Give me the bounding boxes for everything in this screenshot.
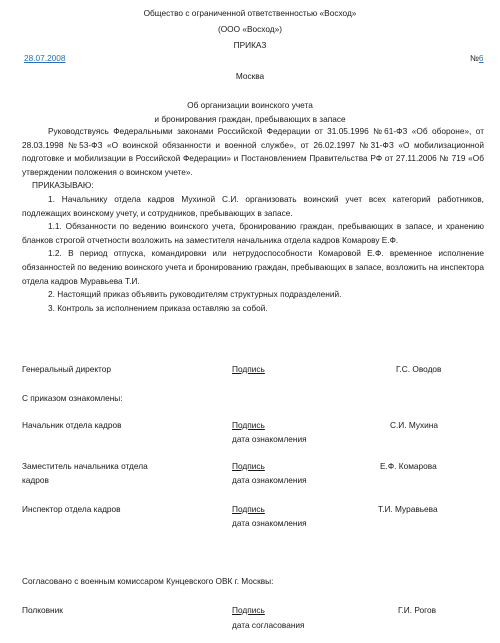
staff-3-signature: Подпись: [232, 504, 265, 514]
director-position: Генеральный директор: [22, 364, 111, 374]
order-body: [22, 125, 484, 315]
subject-line-2: и бронирования граждан, пребывающих в запасе: [154, 114, 346, 124]
order-item-1-1: 1.1. Обязанности по ведению воинского учета, бронированию граждан, пребывающих в запасе, и хранению бланков строгой отчетности возложить на заместителя начальника отдела кадров Комарову Е.Ф.: [22, 221, 484, 245]
staff-2-position-line-2: кадров: [22, 475, 49, 485]
colonel-position: Полковник: [22, 605, 63, 615]
agreed-title: Согласовано с военным комиссаром Кунцевского ОВК г. Москвы:: [22, 576, 274, 586]
staff-3-name: Т.И. Муравьева: [378, 504, 438, 514]
director-signature: Подпись: [232, 364, 265, 374]
order-item-2: 2. Настоящий приказ объявить руководителям структурных подразделений.: [48, 289, 342, 300]
colonel-date-label: дата согласования: [232, 620, 305, 630]
order-item-1-2: 1.2. В период отпуска, командировки или нетрудоспособности Комаровой Е.Ф. временное исполнение обязанностей по ведению воинского учета и бронированию граждан, пребывающих в запасе, возложить на инспектора отдела кадров Муравьева Т.И.: [22, 248, 484, 286]
staff-1-position: Начальник отдела кадров: [22, 420, 122, 430]
city: Москва: [235, 71, 265, 81]
subject-line-1: Об организации воинского учета: [187, 100, 313, 110]
order-word: ПРИКАЗЫВАЮ:: [32, 180, 94, 191]
order-number: [470, 53, 484, 64]
document-type: ПРИКАЗ: [233, 40, 267, 50]
number-sign: №: [470, 53, 479, 63]
staff-1-name: С.И. Мухина: [390, 420, 439, 430]
order-number-value: 6: [478, 53, 484, 63]
staff-2-position-line-1: Заместитель начальника отдела: [22, 461, 148, 471]
staff-3-position: Инспектор отдела кадров: [22, 504, 121, 514]
staff-3-date-label: дата ознакомления: [232, 518, 307, 528]
director-name: Г.С. Оводов: [396, 364, 442, 374]
order-item-3: 3. Контроль за исполнением приказа оставляю за собой.: [48, 302, 268, 313]
acquainted-title: С приказом ознакомлены:: [22, 393, 123, 403]
staff-2-signature: Подпись: [232, 461, 265, 471]
colonel-signature: Подпись: [232, 605, 265, 615]
preamble-paragraph: Руководствуясь Федеральными законами Российской Федерации от 31.05.1996 №61-ФЗ «Об обороне», от 28.03.1998 №53-ФЗ «О воинской обязанности и военной службе», от 26.02.1997 №31-ФЗ «О мобилизационной подготовке и мобилизации в Российской Федерации» и Постановлением Правительства РФ от 27.11.2006 № 719 «Об утверждении положения о воинском учете».: [22, 126, 484, 177]
staff-1-date-label: дата ознакомления: [232, 434, 307, 444]
order-item-1: 1. Начальнику отдела кадров Мухиной С.И. организовать воинский учет всех категорий работников, подлежащих воинскому учету, и сотрудников, пребывающих в запасе.: [22, 193, 484, 218]
organization-short-name: (ООО «Восход»): [217, 24, 283, 34]
staff-2-date-label: дата ознакомления: [232, 475, 307, 485]
staff-1-signature: Подпись: [232, 420, 265, 430]
organization-name: Общество с ограниченной ответственностью «Восход»: [143, 8, 357, 18]
colonel-name: Г.И. Рогов: [398, 605, 437, 615]
order-date: 28.07.2008: [24, 53, 66, 63]
staff-2-name: Е.Ф. Комарова: [380, 461, 437, 471]
